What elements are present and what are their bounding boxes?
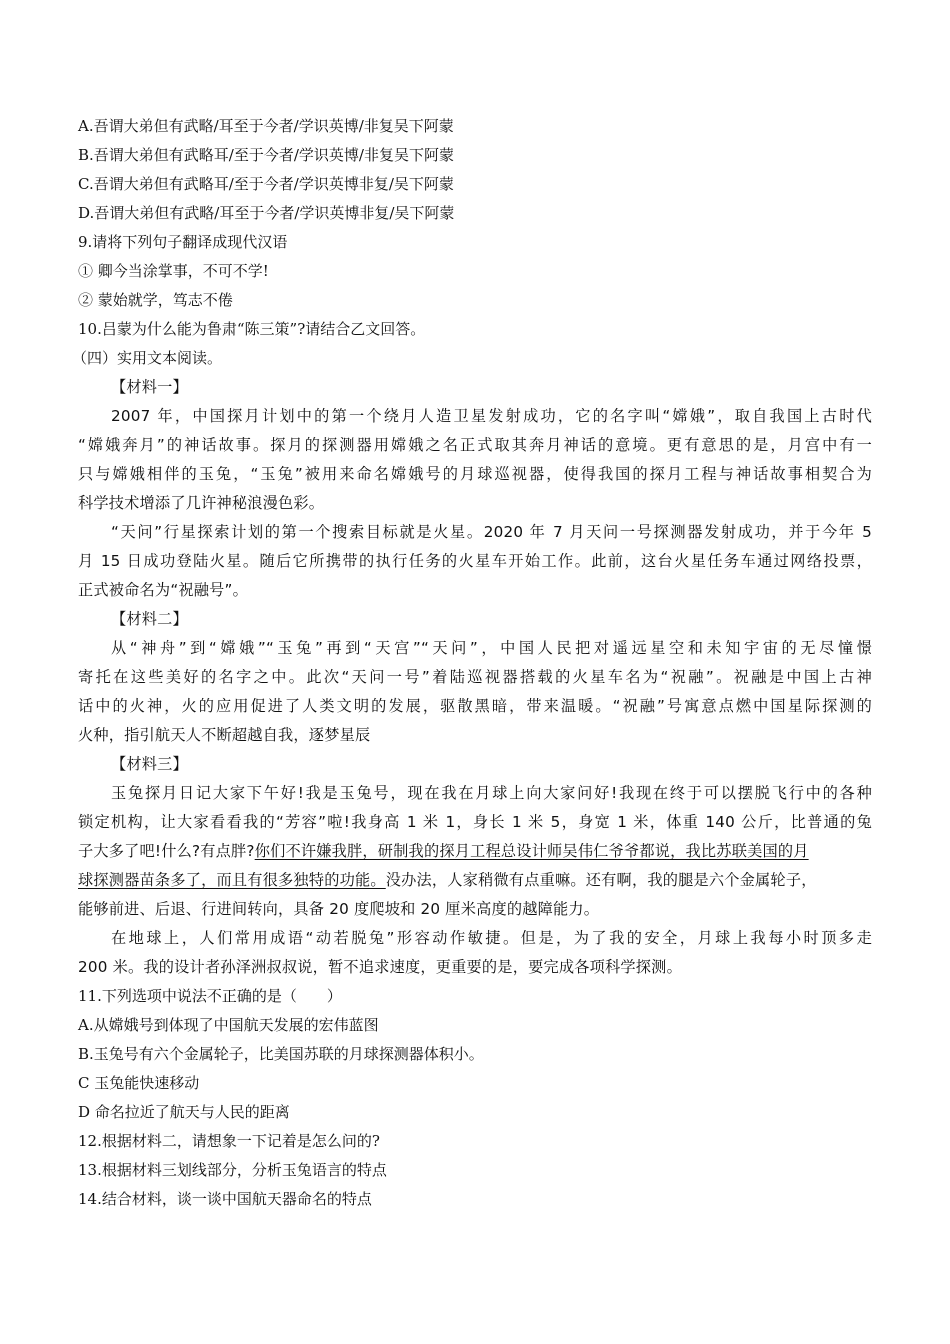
material-3-para-2-line-2: 200 米。我的设计者孙泽洲叔叔说，暂不追求速度，更重要的是，要完成各项科学探测。 [78,958,682,976]
q9-item-1: ① 卿今当涂掌事，不可不学! [78,262,269,280]
q11-prompt: 11.下列选项中说法不正确的是（ ） [78,987,342,1005]
material-2-line-3: 话中的火神，火的应用促进了人类文明的发展，驱散黑暗，带来温暖。“祝融”号寓意点燃中国星际探测的 [78,697,872,715]
q11-option-a: A.从嫦娥号到体现了中国航天发展的宏伟蓝图 [78,1016,379,1034]
material-3-underlined-part-1: 你们不许嫌我胖，研制我的探月工程总设计师吴伟仁爷爷都说，我比苏联美国的月 [254,842,809,860]
material-3-para-2-line-1: 在地球上，人们常用成语“动若脱兔”形容动作敏捷。但是，为了我的安全，月球上我每小时顶多走 [111,929,872,947]
material-1-para-1-line-1: 2007 年，中国探月计划中的第一个绕月人造卫星发射成功，它的名字叫“嫦娥”，取自我国上古时代 [111,407,872,425]
q8-option-a: A.吾谓大弟但有武略/耳至于今者/学识英博/非复吴下阿蒙 [78,117,454,135]
material-3-line-5: 能够前进、后退、行进间转向，具备 20 度爬坡和 20 厘米高度的越障能力。 [78,900,600,918]
material-1-para-2-line-1: “天问”行星探索计划的第一个搜索目标就是火星。2020 年 7 月天问一号探测器发射成功，并于今年 5 [111,523,872,541]
material-1-para-2-line-3: 正式被命名为“祝融号”。 [78,581,249,599]
q8-option-b: B.吾谓大弟但有武略耳/至于今者/学识英博/非复吴下阿蒙 [78,146,454,164]
q11-option-b: B.玉兔号有六个金属轮子，比美国苏联的月球探测器体积小。 [78,1045,484,1063]
q10-prompt: 10.吕蒙为什么能为鲁肃“陈三策”?请结合乙文回答。 [78,320,426,338]
material-3-heading: 【材料三】 [111,755,188,773]
material-2-line-4: 火种，指引航天人不断超越自我，逐梦星辰 [78,726,371,744]
q8-option-d: D.吾谓大弟但有武略/耳至于今者/学识英博非复/吴下阿蒙 [78,204,455,222]
q13-prompt: 13.根据材料三划线部分，分析玉兔语言的特点 [78,1161,387,1179]
q14-prompt: 14.结合材料，谈一谈中国航天器命名的特点 [78,1190,372,1208]
q11-option-c: C 玉兔能快速移动 [78,1074,200,1092]
q9-prompt: 9.请将下列句子翻译成现代汉语 [78,233,288,251]
material-1-para-1-line-2: “嫦娥奔月”的神话故事。探月的探测器用嫦娥之名正式取其奔月神话的意境。更有意思的是，月宫中有一 [78,436,872,454]
section-4-title: （四）实用文本阅读。 [72,349,223,367]
material-3-line-4-plain: 没办法，人家稍微有点重嘛。还有啊，我的腿是六个金属轮子， [385,871,817,889]
material-3-underlined-part-2: 球探测器苗条多了，而且有很多独特的功能。 [78,871,386,889]
material-2-line-1: 从“神舟”到“嫦娥”“玉兔”再到“天宫”“天问”，中国人民把对遥远星空和未知宇宙的无尽憧憬 [111,639,872,657]
material-2-heading: 【材料二】 [111,610,188,628]
material-3-line-3-plain: 子大多了吧!什么?有点胖? [78,842,255,860]
material-1-heading: 【材料一】 [111,378,188,396]
material-2-line-2: 寄托在这些美好的名字之中。此次“天问一号”着陆巡视器搭载的火星车名为“祝融”。祝融是中国上古神 [78,668,872,686]
q8-option-c: C.吾谓大弟但有武略耳/至于今者/学识英博非复/吴下阿蒙 [78,175,454,193]
q12-prompt: 12.根据材料二，请想象一下记着是怎么问的? [78,1132,380,1150]
material-3-line-2: 锁定机构，让大家看看我的“芳容”啦!我身高 1 米 1，身长 1 米 5，身宽 1 米，体重 140 公斤，比普通的兔 [78,813,872,831]
material-3-line-4 [78,869,872,890]
material-1-para-1-line-3: 只与嫦娥相伴的玉兔，“玉兔”被用来命名嫦娥号的月球巡视器，使得我国的探月工程与神话故事相契合为 [78,465,872,483]
q11-option-d: D 命名拉近了航天与人民的距离 [78,1103,290,1121]
material-1-para-1-line-4: 科学技术增添了几许神秘浪漫色彩。 [78,494,325,512]
material-3-line-1: 玉兔探月日记大家下午好!我是玉兔号，现在我在月球上向大家问好!我现在终于可以摆脱飞行中的各种 [111,784,872,802]
material-3-line-3 [78,840,872,861]
material-1-para-2-line-2: 月 15 日成功登陆火星。随后它所携带的执行任务的火星车开始工作。此前，这台火星任务车通过网络投票， [78,552,872,570]
q9-item-2: ② 蒙始就学，笃志不倦 [78,291,233,309]
